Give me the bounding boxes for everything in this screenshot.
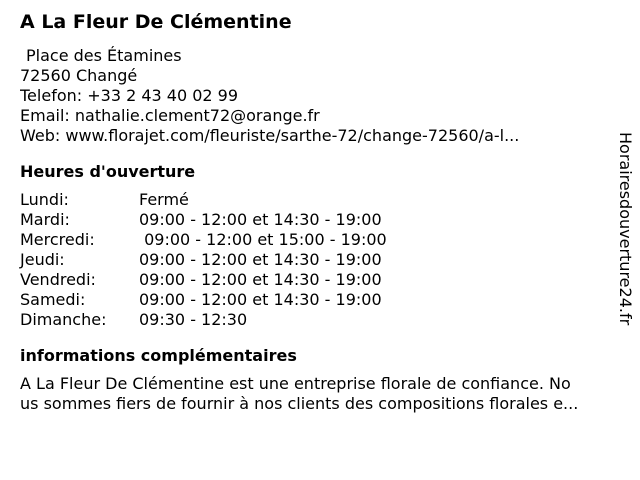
phone-line[interactable]: Telefon: +33 2 43 40 02 99 xyxy=(20,86,239,105)
business-name: A La Fleur De Clémentine xyxy=(20,11,292,33)
hours-time: 09:30 - 12:30 xyxy=(139,310,248,329)
hours-time: 09:00 - 12:00 et 14:30 - 19:00 xyxy=(139,250,382,269)
hours-day: Samedi: xyxy=(20,290,86,309)
hours-day: Mardi: xyxy=(20,210,70,229)
hours-time: Fermé xyxy=(139,190,189,209)
hours-time: 09:00 - 12:00 et 14:30 - 19:00 xyxy=(139,210,382,229)
hours-day: Mercredi: xyxy=(20,230,95,249)
watermark-text: Horairesdouverture24.fr xyxy=(616,132,635,326)
hours-day: Vendredi: xyxy=(20,270,96,289)
hours-day: Dimanche: xyxy=(20,310,107,329)
info-text-line: us sommes fiers de fournir à nos clients des compositions florales e... xyxy=(20,394,579,413)
hours-day: Jeudi: xyxy=(20,250,65,269)
hours-time: 09:00 - 12:00 et 14:30 - 19:00 xyxy=(139,290,382,309)
hours-time: 09:00 - 12:00 et 14:30 - 19:00 xyxy=(139,270,382,289)
address-street: Place des Étamines xyxy=(26,46,182,65)
hours-table xyxy=(20,190,610,330)
hours-time: 09:00 - 12:00 et 15:00 - 19:00 xyxy=(139,230,387,249)
web-line[interactable]: Web: www.florajet.com/fleuriste/sarthe-72/change-72560/a-l... xyxy=(20,126,520,145)
address-city: 72560 Changé xyxy=(20,66,138,85)
business-card xyxy=(20,10,610,414)
hours-heading: Heures d'ouverture xyxy=(20,162,196,181)
info-text xyxy=(20,374,630,414)
info-text-line: A La Fleur De Clémentine est une entreprise florale de confiance. No xyxy=(20,374,571,393)
email-line[interactable]: Email: nathalie.clement72@orange.fr xyxy=(20,106,320,125)
hours-day: Lundi: xyxy=(20,190,69,209)
info-heading: informations complémentaires xyxy=(20,346,297,365)
